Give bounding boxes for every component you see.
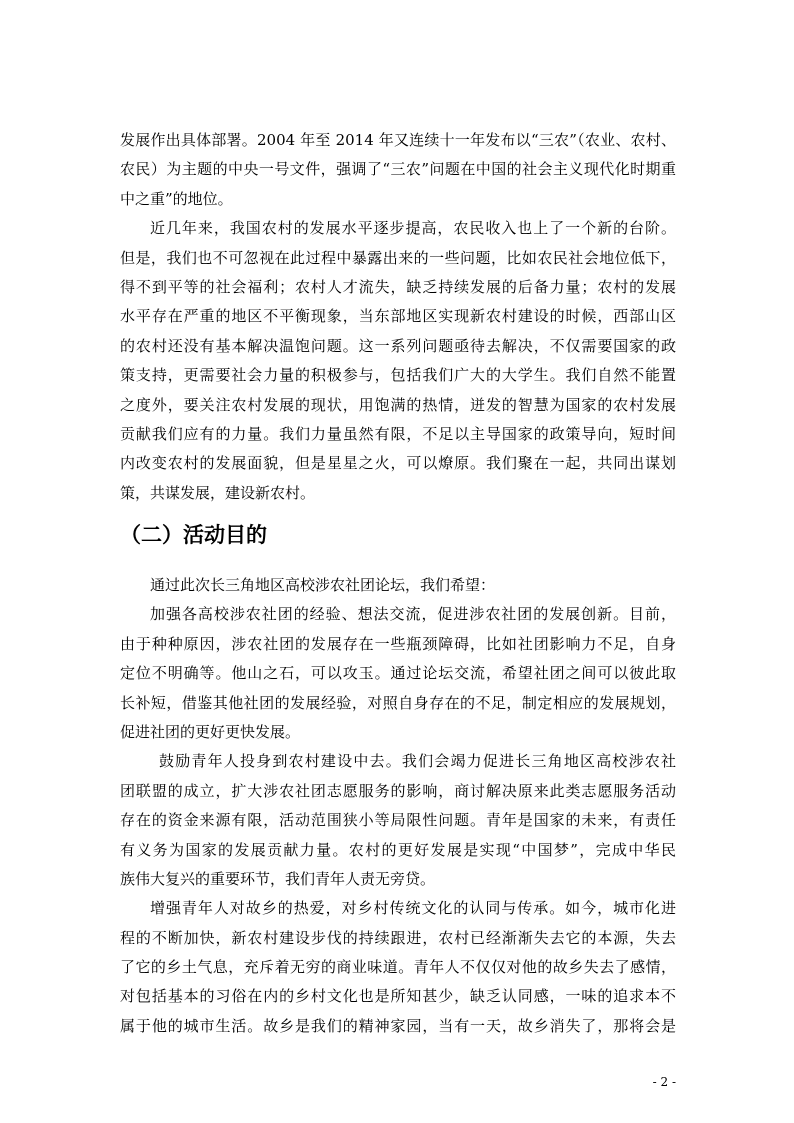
body-line: 的农村还没有基本解决温饱问题。这一系列问题亟待去解决，不仅需要国家的政 bbox=[120, 336, 676, 355]
body-line: 发展作出具体部署。2004 年至 2014 年又连续十一年发布以“三农”（农业、农村、 bbox=[120, 131, 676, 149]
body-line: 增强青年人对故乡的热爱，对乡村传统文化的认同与传承。如今，城市化进 bbox=[150, 899, 676, 918]
body-line: 族伟大复兴的重要环节，我们青年人责无旁贷。 bbox=[120, 869, 436, 888]
body-line: 加强各高校涉农社团的经验、想法交流，促进涉农社团的发展创新。目前， bbox=[150, 605, 676, 624]
body-line: 促进社团的更好更快发展。 bbox=[120, 722, 301, 741]
body-line: 存在的资金来源有限，活动范围狭小等局限性问题。青年是国家的未来，有责任 bbox=[120, 811, 676, 830]
body-text-section bbox=[120, 571, 676, 1041]
body-line: 通过此次长三角地区高校涉农社团论坛，我们希望： bbox=[150, 576, 496, 594]
page-number: - 2 - bbox=[652, 1075, 676, 1089]
body-line: 鼓励青年人投身到农村建设中去。我们会竭力促进长三角地区高校涉农社 bbox=[159, 752, 676, 771]
body-line: 有义务为国家的发展贡献力量。农村的更好发展是实现“中国梦”，完成中华民 bbox=[120, 840, 676, 859]
section-heading: （二）活动目的 bbox=[120, 523, 267, 547]
body-line: 策支持，更需要社会力量的积极参与，包括我们广大的大学生。我们自然不能置 bbox=[120, 366, 676, 385]
body-line: 近几年来，我国农村的发展水平逐步提高，农民收入也上了一个新的台阶。 bbox=[150, 219, 676, 238]
body-text-top bbox=[120, 126, 676, 508]
body-line: 定位不明确等。他山之石，可以攻玉。通过论坛交流，希望社团之间可以彼此取 bbox=[120, 664, 676, 683]
paragraph-youth bbox=[120, 747, 676, 894]
body-line: 了它的乡土气息，充斥着无穷的商业味道。青年人不仅仅对他的故乡失去了感情， bbox=[120, 958, 676, 977]
paragraph-exchange bbox=[120, 600, 676, 747]
body-line: 团联盟的成立，扩大涉农社团志愿服务的影响，商讨解决原来此类志愿服务活动 bbox=[120, 781, 676, 800]
body-line: 但是，我们也不可忽视在此过程中暴露出来的一些问题，比如农民社会地位低下， bbox=[120, 248, 676, 267]
paragraph-intro bbox=[120, 571, 676, 600]
body-line: 得不到平等的社会福利；农村人才流失，缺乏持续发展的后备力量；农村的发展 bbox=[120, 277, 676, 296]
body-line: 由于种种原因，涉农社团的发展存在一些瓶颈障碍，比如社团影响力不足，自身 bbox=[120, 634, 676, 653]
body-line: 策，共谋发展，建设新农村。 bbox=[120, 483, 316, 502]
body-line: 程的不断加快，新农村建设步伐的持续跟进，农村已经渐渐失去它的本源，失去 bbox=[120, 928, 676, 947]
body-line: 贡献我们应有的力量。我们力量虽然有限，不足以主导国家的政策导向，短时间 bbox=[120, 424, 676, 443]
body-line: 水平存在严重的地区不平衡现象，当东部地区实现新农村建设的时候，西部山区 bbox=[120, 307, 676, 326]
body-line: 属于他的城市生活。故乡是我们的精神家园，当有一天，故乡消失了，那将会是 bbox=[120, 1016, 676, 1035]
paragraph-hometown bbox=[120, 894, 676, 1041]
body-line: 对包括基本的习俗在内的乡村文化也是所知甚少，缺乏认同感，一味的追求本不 bbox=[120, 987, 676, 1006]
body-line: 之度外，要关注农村发展的现状，用饱满的热情，迸发的智慧为国家的农村发展 bbox=[120, 395, 676, 414]
body-line: 长补短，借鉴其他社团的发展经验，对照自身存在的不足，制定相应的发展规划， bbox=[120, 693, 676, 712]
paragraph-continued bbox=[120, 126, 676, 214]
body-line: 中之重”的地位。 bbox=[120, 189, 233, 208]
body-line: 农民）为主题的中央一号文件，强调了“三农”问题在中国的社会主义现代化时期重 bbox=[120, 160, 676, 179]
paragraph-rural-development bbox=[120, 214, 676, 508]
body-line: 内改变农村的发展面貌，但是星星之火，可以燎原。我们聚在一起，共同出谋划 bbox=[120, 454, 676, 473]
